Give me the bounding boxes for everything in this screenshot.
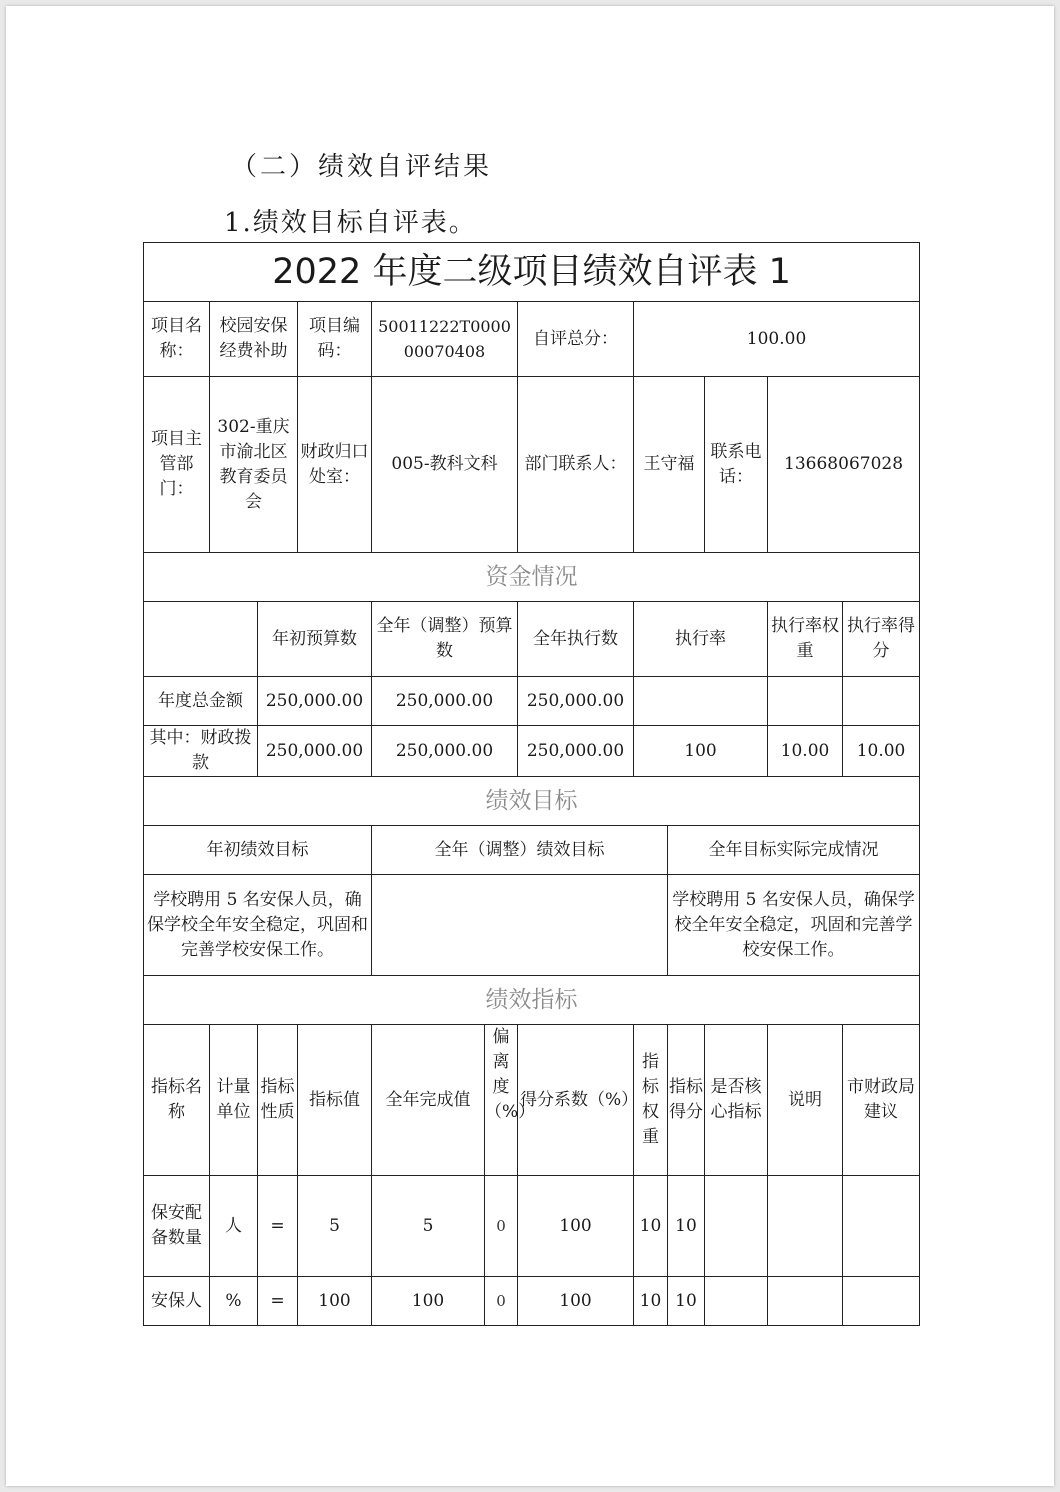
subsection-heading: 1.绩效目标自评表。: [224, 208, 477, 238]
funds-header-score: 执行率得分: [843, 602, 920, 677]
project-name-value: 校园安保经费补助: [210, 302, 298, 377]
phone-label: 联系电话：: [705, 377, 768, 553]
ind-actual: 5: [372, 1176, 485, 1277]
section-heading: （二）绩效自评结果: [231, 152, 493, 182]
table-row: [144, 726, 920, 777]
ind-coef: 100: [518, 1176, 634, 1277]
goal-initial-text: 学校聘用 5 名安保人员，确保学校全年安全稳定，巩固和完善学校安保工作。: [144, 875, 372, 976]
project-code-value: 50011222T000000070408: [372, 302, 518, 377]
ind-header-note: 说明: [768, 1025, 843, 1176]
ind-header-weight: 指标权重: [634, 1025, 668, 1176]
project-name-label: 项目名称：: [144, 302, 210, 377]
ind-header-unit: 计量单位: [210, 1025, 258, 1176]
ind-coef: 100: [518, 1277, 634, 1326]
funds-cell: 250,000.00: [258, 677, 372, 726]
document-page: [6, 6, 1054, 1486]
funds-cell: 250,000.00: [518, 726, 634, 777]
finance-office-value: 005-教科文科: [372, 377, 518, 553]
self-evaluation-table: [143, 242, 920, 1326]
contact-label: 部门联系人：: [518, 377, 634, 553]
dept-value: 302-重庆市渝北区教育委员会: [210, 377, 298, 553]
ind-target: 5: [298, 1176, 372, 1277]
funds-cell: 250,000.00: [372, 677, 518, 726]
indicators-section-header: 绩效指标: [144, 976, 920, 1025]
ind-header-name: 指标名称: [144, 1025, 210, 1176]
ind-advice: [843, 1176, 920, 1277]
ind-header-score: 指标得分: [668, 1025, 705, 1176]
project-code-label: 项目编码：: [298, 302, 372, 377]
funds-row-label: 其中：财政拨款: [144, 726, 258, 777]
funds-cell: [634, 677, 768, 726]
funds-cell: 250,000.00: [518, 677, 634, 726]
ind-weight: 10: [634, 1277, 668, 1326]
ind-nature: =: [258, 1176, 298, 1277]
goals-header-adjusted: 全年（调整）绩效目标: [372, 826, 668, 875]
ind-core: [705, 1277, 768, 1326]
ind-deviation: 0: [485, 1277, 518, 1326]
funds-header-initial: 年初预算数: [258, 602, 372, 677]
ind-core: [705, 1176, 768, 1277]
score-value: 100.00: [634, 302, 920, 377]
ind-target: 100: [298, 1277, 372, 1326]
funds-cell: 10.00: [768, 726, 843, 777]
goals-section-header: 绩效目标: [144, 777, 920, 826]
funds-cell: [843, 677, 920, 726]
ind-note: [768, 1277, 843, 1326]
contact-value: 王守福: [634, 377, 705, 553]
funds-header-weight: 执行率权重: [768, 602, 843, 677]
goals-header-actual: 全年目标实际完成情况: [668, 826, 920, 875]
ind-unit: %: [210, 1277, 258, 1326]
table-row: [144, 1277, 920, 1326]
ind-weight: 10: [634, 1176, 668, 1277]
ind-header-core: 是否核心指标: [705, 1025, 768, 1176]
finance-office-label: 财政归口处室：: [298, 377, 372, 553]
ind-name: 安保人: [144, 1277, 210, 1326]
funds-section-header: 资金情况: [144, 553, 920, 602]
score-label: 自评总分：: [518, 302, 634, 377]
goal-adjusted-text: [372, 875, 668, 976]
ind-header-advice: 市财政局建议: [843, 1025, 920, 1176]
funds-cell: 10.00: [843, 726, 920, 777]
funds-header-executed: 全年执行数: [518, 602, 634, 677]
funds-row-label: 年度总金额: [144, 677, 258, 726]
phone-value: 13668067028: [768, 377, 920, 553]
ind-note: [768, 1176, 843, 1277]
goal-actual-text: 学校聘用 5 名安保人员，确保学校全年安全稳定，巩固和完善学校安保工作。: [668, 875, 920, 976]
ind-header-coef: 得分系数（%）: [518, 1025, 634, 1176]
funds-header-rate: 执行率: [634, 602, 768, 677]
funds-cell: 250,000.00: [372, 726, 518, 777]
ind-deviation: 0: [485, 1176, 518, 1277]
goals-header-initial: 年初绩效目标: [144, 826, 372, 875]
ind-header-nature: 指标性质: [258, 1025, 298, 1176]
ind-unit: 人: [210, 1176, 258, 1277]
table-title: 2022 年度二级项目绩效自评表 1: [144, 243, 920, 302]
funds-cell: [768, 677, 843, 726]
funds-cell: 250,000.00: [258, 726, 372, 777]
ind-header-actual: 全年完成值: [372, 1025, 485, 1176]
table-row: [144, 1176, 920, 1277]
ind-header-target: 指标值: [298, 1025, 372, 1176]
ind-advice: [843, 1277, 920, 1326]
ind-nature: =: [258, 1277, 298, 1326]
funds-header-blank: [144, 602, 258, 677]
ind-name: 保安配备数量: [144, 1176, 210, 1277]
funds-header-adjusted: 全年（调整）预算数: [372, 602, 518, 677]
table-row: [144, 677, 920, 726]
dept-label: 项目主管部门：: [144, 377, 210, 553]
ind-header-deviation: 偏离度（%）: [485, 1025, 518, 1176]
funds-cell: 100: [634, 726, 768, 777]
ind-score: 10: [668, 1176, 705, 1277]
ind-score: 10: [668, 1277, 705, 1326]
ind-actual: 100: [372, 1277, 485, 1326]
